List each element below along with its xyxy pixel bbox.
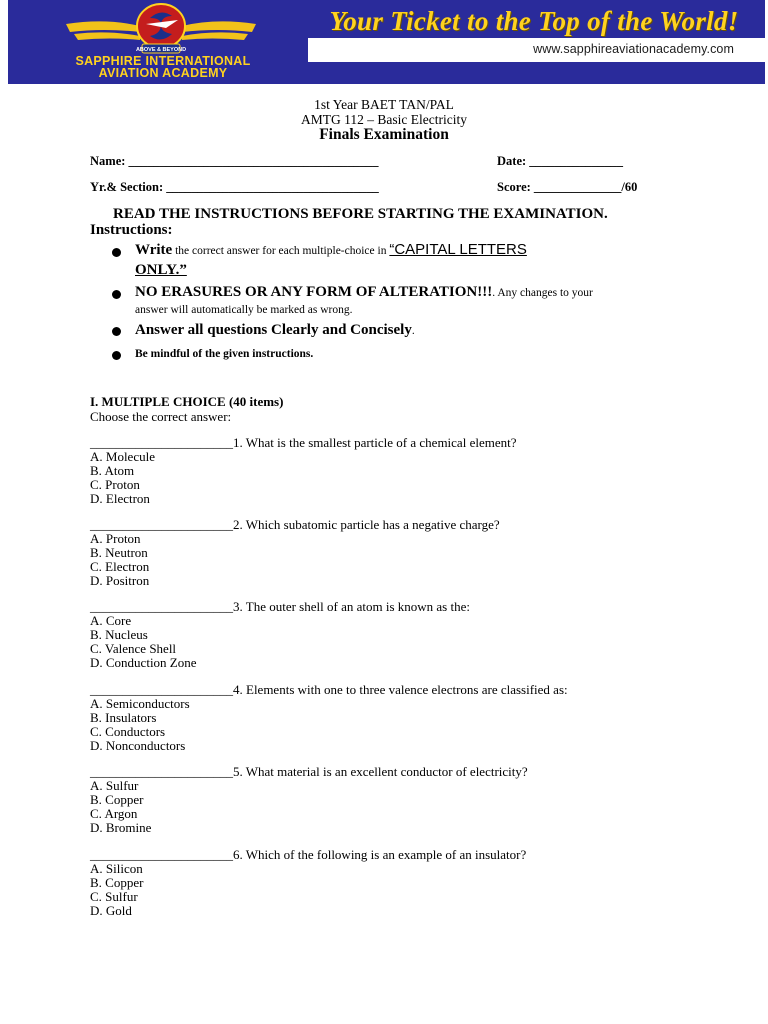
question-4 xyxy=(90,683,568,753)
course-code: AMTG 112 – Basic Electricity xyxy=(301,112,467,127)
bullet-icon xyxy=(112,351,121,360)
option-a: A. Sulfur xyxy=(90,778,139,793)
option-a: A. Silicon xyxy=(90,861,143,876)
question-stem[interactable]: ______________________5. What material is an excellent conductor of electricity? xyxy=(90,764,528,779)
school-name xyxy=(38,55,288,79)
bullet-icon xyxy=(112,290,121,299)
section-title: I. MULTIPLE CHOICE (40 items) xyxy=(90,394,284,409)
score-field[interactable]: Score: ______________/60 xyxy=(497,180,638,194)
question-5 xyxy=(90,765,528,835)
instruction-1-bold: Write xyxy=(135,242,173,258)
option-c: C. Argon xyxy=(90,806,138,821)
slogan: Your Ticket to the Top of the World! xyxy=(329,6,739,36)
instruction-1-line2: ONLY.” xyxy=(135,262,187,278)
option-b: B. Copper xyxy=(90,792,144,807)
option-d: D. Gold xyxy=(90,903,132,918)
section-subtitle: Choose the correct answer: xyxy=(90,409,232,424)
instructions-heading: Instructions: xyxy=(90,222,173,238)
instruction-2-line2: answer will automatically be marked as wrong. xyxy=(135,304,353,316)
name-field[interactable]: Name: ________________________________________ xyxy=(90,154,379,168)
option-c: C. Proton xyxy=(90,477,140,492)
instruction-2-bold: NO ERASURES OR ANY FORM OF ALTERATION!!! xyxy=(135,284,493,300)
bullet-icon xyxy=(112,248,121,257)
instructions-notice: READ THE INSTRUCTIONS BEFORE STARTING THE EXAMINATION. xyxy=(113,206,608,222)
bullet-icon xyxy=(112,327,121,336)
instruction-1 xyxy=(135,241,527,259)
option-a: A. Semiconductors xyxy=(90,696,190,711)
option-d: D. Electron xyxy=(90,491,150,506)
question-stem[interactable]: ______________________4. Elements with one to three valence electrons are classified as: xyxy=(90,682,568,697)
option-d: D. Positron xyxy=(90,573,150,588)
question-stem[interactable]: ______________________3. The outer shell of an atom is known as the: xyxy=(90,599,470,614)
option-d: D. Nonconductors xyxy=(90,738,186,753)
school-name-line1: SAPPHIRE INTERNATIONAL xyxy=(75,54,251,68)
course-year: 1st Year BAET TAN/PAL xyxy=(314,97,454,112)
academy-logo xyxy=(66,2,256,56)
question-1 xyxy=(90,436,516,506)
instruction-4: Be mindful of the given instructions. xyxy=(135,348,314,360)
question-6 xyxy=(90,848,526,918)
option-a: A. Molecule xyxy=(90,449,155,464)
instruction-2-text: . Any changes to your xyxy=(492,287,593,299)
option-c: C. Valence Shell xyxy=(90,641,177,656)
logo-motto: ABOVE & BEYOND xyxy=(135,47,187,53)
instruction-1-text: the correct answer for each multiple-choice in xyxy=(172,245,390,257)
option-b: B. Atom xyxy=(90,463,135,478)
question-stem[interactable]: ______________________6. Which of the following is an example of an insulator? xyxy=(90,847,527,862)
option-d: D. Bromine xyxy=(90,820,152,835)
option-d: D. Conduction Zone xyxy=(90,655,197,670)
option-b: B. Neutron xyxy=(90,545,148,560)
option-a: A. Core xyxy=(90,613,132,628)
instruction-3-bold: Answer all questions Clearly and Concisely xyxy=(135,322,412,338)
instruction-3-text: . xyxy=(411,325,415,337)
option-c: C. Sulfur xyxy=(90,889,138,904)
option-c: C. Conductors xyxy=(90,724,166,739)
option-b: B. Nucleus xyxy=(90,627,148,642)
option-a: A. Proton xyxy=(90,531,141,546)
option-b: B. Insulators xyxy=(90,710,157,725)
school-name-line2: AVIATION ACADEMY xyxy=(98,66,228,80)
header-banner xyxy=(8,0,765,84)
section-field[interactable]: Yr.& Section: __________________________________ xyxy=(90,180,379,194)
website-url: www.sapphireaviationacademy.com xyxy=(533,42,734,56)
option-c: C. Electron xyxy=(90,559,150,574)
question-stem[interactable]: ______________________1. What is the smallest particle of a chemical element? xyxy=(90,435,517,450)
exam-title: Finals Examination xyxy=(319,126,449,143)
date-field[interactable]: Date: _______________ xyxy=(497,154,624,168)
question-3 xyxy=(90,600,470,670)
instruction-2 xyxy=(135,283,593,301)
instruction-1-caps: “CAPITAL LETTERS xyxy=(389,241,527,258)
question-2 xyxy=(90,518,500,588)
question-stem[interactable]: ______________________2. Which subatomic particle has a negative charge? xyxy=(90,517,500,532)
instruction-3 xyxy=(135,321,415,339)
option-b: B. Copper xyxy=(90,875,144,890)
